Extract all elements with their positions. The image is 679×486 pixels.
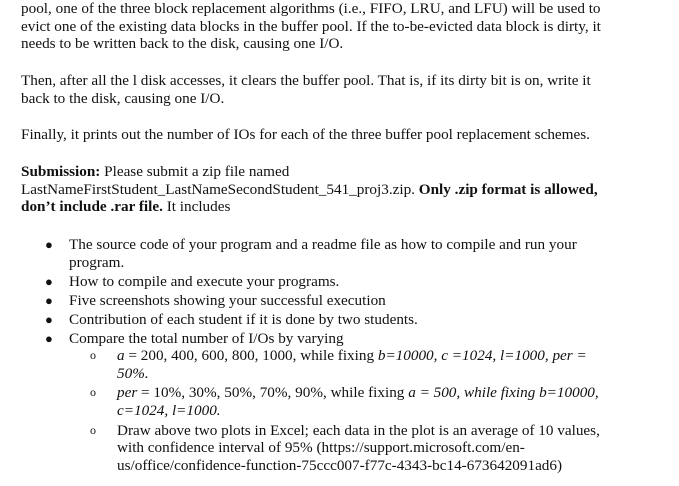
submission-line-1 [21, 163, 661, 181]
text-line: needs to be written back to the disk, causing one I/O. [21, 35, 344, 53]
text-line: pool, one of the three block replacement algorithms (i.e., FIFO, LRU, and LFU) will be used to [21, 0, 601, 17]
list-item [0, 330, 679, 475]
deliverables-list [0, 236, 679, 476]
text-line: Draw above two plots in Excel; each data in the plot is an average of 10 values, [117, 421, 600, 439]
hollow-circle-bullet-icon: o [90, 348, 96, 363]
text-line: The source code of your program and a readme file as how to compile and run your [69, 236, 577, 253]
sublist-item [68, 384, 679, 419]
zip-format-note: Only .zip format is allowed, [418, 180, 598, 198]
text-line: How to compile and execute your programs. [69, 272, 340, 290]
bullet-dot-icon: ● [45, 330, 53, 346]
text-line: back to the disk, causing one I/O. [21, 89, 225, 107]
text-line: 50%. [117, 364, 149, 382]
includes-text: It includes [162, 198, 231, 216]
bullet-dot-icon: ● [45, 292, 53, 308]
sublist-item [68, 422, 679, 475]
text-line: with confidence interval of 95% (https://support.microsoft.com/en- [117, 439, 525, 457]
paragraph-clear-buffer [21, 72, 661, 107]
submission-line-3 [21, 198, 661, 216]
sublist-item [68, 347, 679, 382]
text-line: us/office/confidence-function-75ccc007-f77c-4343-bc14-673642091ad6) [117, 456, 563, 474]
bullet-dot-icon: ● [45, 237, 53, 252]
submission-text: Please submit a zip file named [100, 163, 290, 180]
text-line: c=1024, l=1000. [117, 401, 221, 419]
list-item [0, 273, 679, 291]
per-values: = 10%, 30%, 50%, 70%, 90%, while fixing [137, 384, 409, 402]
submission-line-2 [21, 181, 661, 199]
rar-note: don’t include .rar file. [21, 198, 163, 216]
hollow-circle-bullet-icon: o [90, 422, 96, 437]
text-line: Compare the total number of I/Os by varying [69, 329, 344, 347]
list-item [0, 236, 679, 271]
text-line: evict one of the existing data blocks in the buffer pool. If the to-be-evicted data block is dirty, it [21, 17, 601, 35]
zip-filename: LastNameFirstStudent_LastNameSecondStudent_541_proj3.zip. [21, 180, 419, 198]
bullet-dot-icon: ● [45, 273, 53, 289]
text-line: program. [69, 253, 125, 271]
variable-per: per [117, 384, 138, 402]
paragraph-print-ios [21, 126, 661, 144]
variable-a: a [117, 347, 125, 365]
list-item [0, 311, 679, 329]
hollow-circle-bullet-icon: o [90, 385, 96, 400]
sub1-line-1 [117, 347, 679, 365]
paragraph-submission [21, 163, 661, 216]
text-line: Contribution of each student if it is done by two students. [69, 310, 418, 328]
text-line: Five screenshots showing your successful execution [69, 291, 386, 309]
sub2-line-1 [117, 384, 679, 402]
text-line: Then, after all the l disk accesses, it clears the buffer pool. That is, if its dirty bit is on, write it [21, 72, 591, 89]
list-item [0, 292, 679, 310]
a-values: = 200, 400, 600, 800, 1000, while fixing [124, 347, 378, 365]
text-line: Finally, it prints out the number of IOs for each of the three buffer pool replacement schemes. [21, 126, 590, 143]
submission-label: Submission: [21, 163, 101, 180]
bullet-dot-icon: ● [45, 311, 53, 327]
per-fixed-params: a = 500, while fixing b=10000, [408, 384, 599, 402]
a-fixed-params: b=10000, c =1024, l=1000, per = [377, 347, 587, 365]
comparison-sublist [69, 347, 679, 474]
paragraph-buffer-pool [21, 0, 661, 53]
